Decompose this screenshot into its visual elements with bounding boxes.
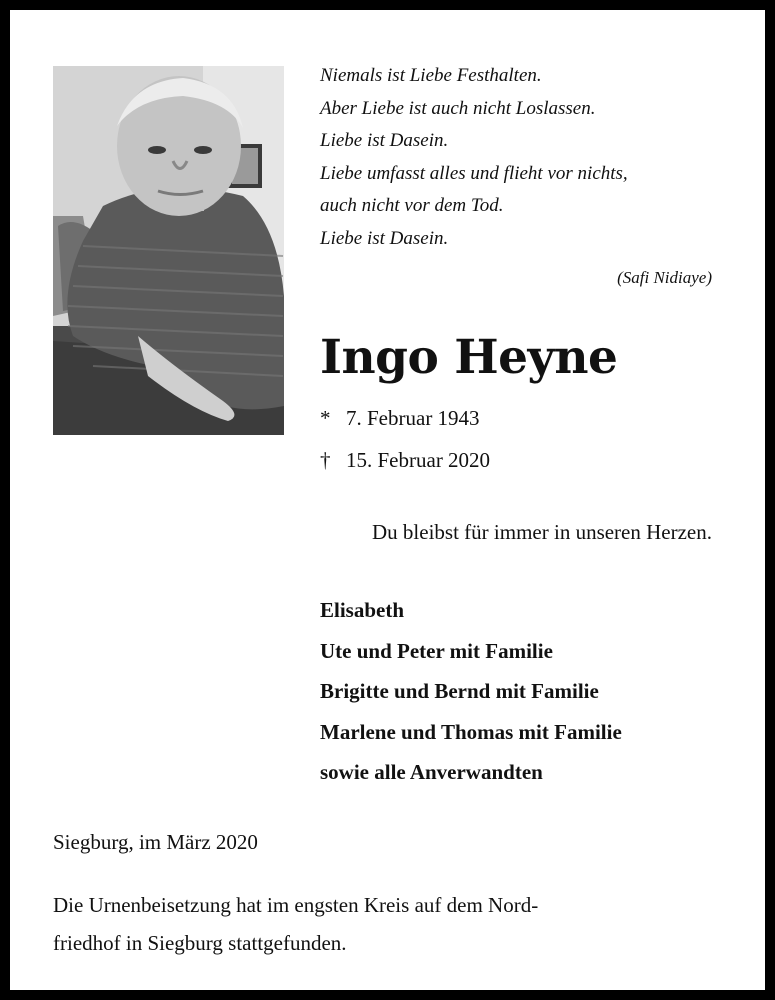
birth-date-line (320, 406, 480, 431)
poem-line: Liebe ist Dasein. (320, 227, 449, 249)
burial-notice-line: friedhof in Siegburg stattgefunden. (53, 931, 347, 955)
poem-line: Niemals ist Liebe Festhalten. (320, 65, 542, 86)
mourner-entry: Elisabeth (320, 598, 405, 622)
mourner-entry: Marlene und Thomas mit Familie (320, 719, 622, 744)
mourner-entry: sowie alle Anverwandten (320, 760, 543, 784)
mourner-entry: Brigitte und Bernd mit Familie (320, 679, 599, 703)
motto: Du bleibst für immer in unseren Herzen. (372, 520, 712, 544)
poem-author: (Safi Nidiaye) (617, 268, 712, 287)
mourners-list (320, 590, 622, 793)
poem (320, 60, 720, 256)
poem-line: Liebe umfasst alles und flieht vor nichts, (320, 162, 628, 184)
mourner-entry: Ute und Peter mit Familie (320, 638, 553, 663)
burial-notice-line: Die Urnenbeisetzung hat im engsten Kreis auf dem Nord- (53, 893, 539, 917)
death-date-line (320, 448, 490, 473)
burial-notice (53, 886, 733, 962)
place-and-date: Siegburg, im März 2020 (53, 830, 258, 854)
death-date: 15. Februar 2020 (346, 448, 491, 472)
birth-date: 7. Februar 1943 (346, 406, 480, 430)
death-symbol: † (320, 448, 331, 472)
portrait-photo (53, 66, 284, 435)
poem-line: Liebe ist Dasein. (320, 130, 449, 152)
poem-line: auch nicht vor dem Tod. (320, 195, 504, 217)
poem-line: Aber Liebe ist auch nicht Loslassen. (320, 97, 596, 119)
birth-symbol: * (320, 406, 331, 430)
portrait-photo-image (53, 66, 284, 435)
deceased-name: Ingo Heyne (320, 330, 618, 385)
